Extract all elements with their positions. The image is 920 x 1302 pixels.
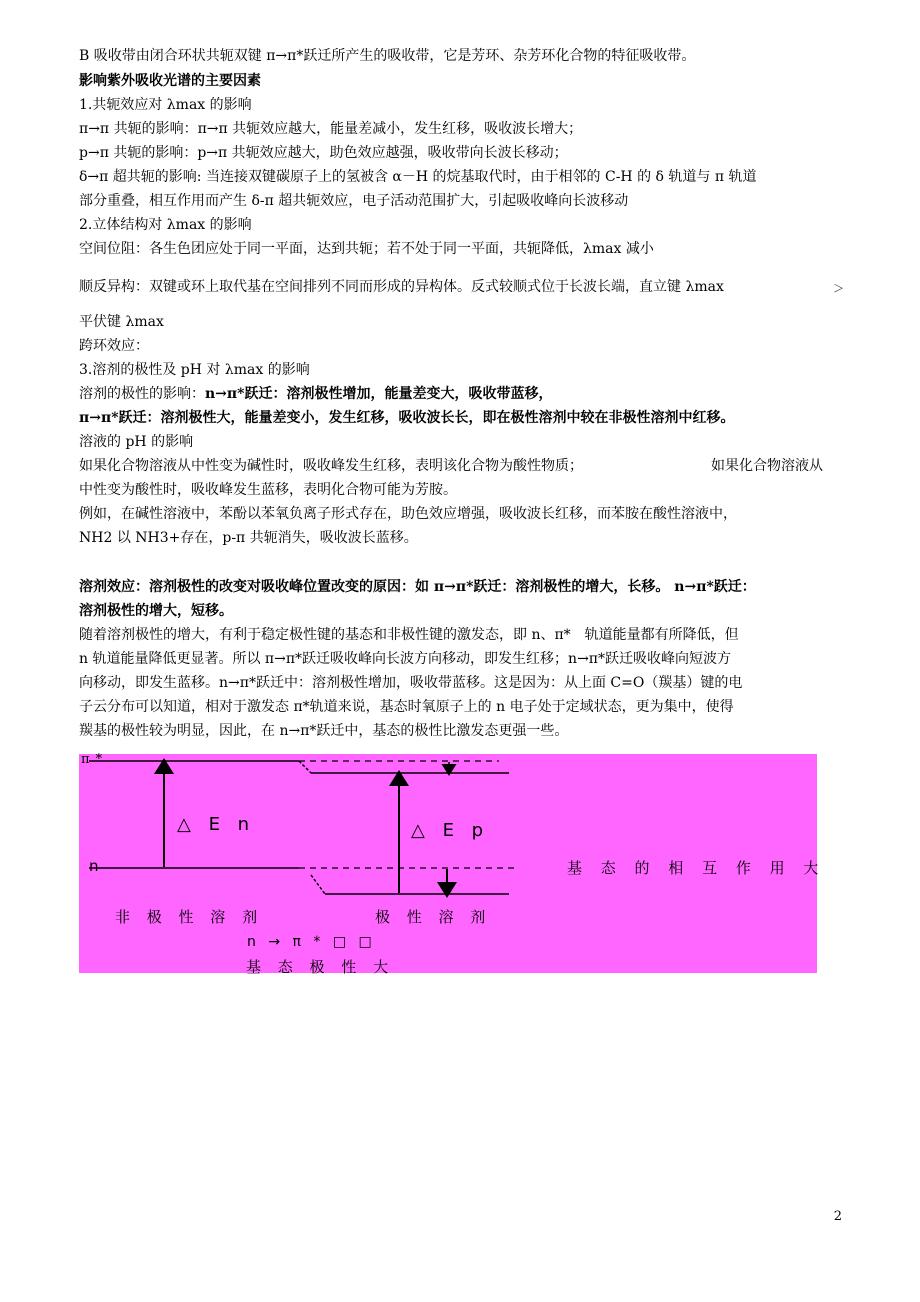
text-line: 如果化合物溶液从中性变为碱性时，吸收峰发生红移，表明该化合物为酸性物质； (79, 458, 583, 474)
text-span: 溶剂的极性的影响： (79, 386, 205, 402)
subsection-heading: 3.溶剂的极性及 pH 对 λmax 的影响 (79, 362, 310, 378)
delta-en-label: △ E n (177, 814, 256, 835)
text-line (79, 383, 552, 405)
text-line: 平伏键 λmax (79, 314, 164, 330)
text-line: δ→π 超共轭的影响: 当连接双键碳原子上的氢被含 α－H 的烷基取代时，由于相邻的 C-H 的 δ 轨道与 π 轨道 (79, 169, 757, 185)
section-heading: 影响紫外吸收光谱的主要因素 (79, 73, 261, 89)
bold-span: n→π*跃迁：溶剂极性增加，能量差变大，吸收带蓝移， (205, 386, 553, 402)
n-label: n (89, 857, 105, 875)
text-line: 空间位阻：各生色团应处于同一平面，达到共轭；若不处于同一平面，共轭降低，λmax 减小 (79, 241, 654, 257)
text-line-bold: 溶剂效应：溶剂极性的改变对吸收峰位置改变的原因：如 π→π*跃迁：溶剂极性的增大，长移。 n→π*跃迁： (79, 579, 756, 595)
text-line: 溶液的 pH 的影响 (79, 434, 194, 450)
text-line: n 轨道能量降低更显著。所以 π→π*跃迁吸收峰向长波方向移动，即发生红移；n→π*跃迁吸收峰向短波方 (79, 651, 731, 667)
text-line: 例如，在碱性溶液中，苯酚以苯氧负离子形式存在，助色效应增强，吸收波长红移，而苯胺在酸性溶液中， (79, 506, 737, 522)
text-line: π→π 共轭的影响：π→π 共轭效应越大，能量差减小，发生红移，吸收波长增大； (79, 121, 583, 137)
page-number: 2 (833, 1209, 842, 1224)
pi-star-level-shift (299, 761, 311, 773)
subsection-heading: 2.立体结构对 λmax 的影响 (79, 217, 252, 233)
text-line: 中性变为酸性时，吸收峰发生蓝移，表明化合物可能为芳胺。 (79, 482, 457, 498)
text-line: 羰基的极性较为明显，因此，在 n→π*跃迁中，基态的极性比激发态更强一些。 (79, 723, 569, 739)
text-line: NH2 以 NH3+存在，p-π 共轭消失，吸收波长蓝移。 (79, 530, 418, 546)
text-line: p→π 共轭的影响：p→π 共轭效应越大，助色效应越强，吸收带向长波长移动； (79, 145, 568, 161)
polar-solvent-label: 极 性 溶 剂 (375, 908, 492, 926)
text-line: 部分重叠，相互作用而产生 δ-π 超共轭效应，电子活动范围扩大，引起吸收峰向长波移动 (79, 193, 629, 209)
text-line-bold: π→π*跃迁：溶剂极性大，能量差变小，发生红移，吸收波长长，即在极性溶剂中较在非极性溶剂中红移。 (79, 410, 735, 426)
ground-state-label: 基 态 的 相 互 作 用 大 (567, 859, 826, 877)
transition-label: n → π * □ □ (247, 934, 376, 950)
text-line: 顺反异构：双键或环上取代基在空间排列不同而形成的异构体。反式较顺式位于长波长端，直立键 λmax (79, 279, 724, 295)
text-line: B 吸收带由闭合环状共轭双键 π→π*跃迁所产生的吸收带，它是芳环、杂芳环化合物的特征吸收带。 (79, 48, 696, 64)
text-line: 向移动，即发生蓝移。n→π*跃迁中：溶剂极性增加，吸收带蓝移。这是因为：从上面 C=O（羰基）键的电 (79, 675, 743, 691)
text-line: 跨环效应： (79, 338, 149, 354)
text-line: 子云分布可以知道，相对于激发态 π*轨道来说，基态时氧原子上的 n 电子处于定域状态，更为集中，使得 (79, 699, 734, 715)
ground-polar-label: 基 态 极 性 大 (246, 958, 395, 976)
greater-than-symbol: ＞ (833, 282, 844, 295)
n-level-shift (311, 875, 325, 894)
nonpolar-solvent-label: 非 极 性 溶 剂 (115, 908, 264, 926)
text-line: 随着溶剂极性的增大，有利于稳定极性键的基态和非极性键的激发态，即 n、π* 轨道能量都有所降低，但 (79, 627, 739, 643)
pi-star-label: π * (81, 752, 104, 767)
text-line-bold: 溶剂极性的增大，短移。 (79, 603, 233, 619)
energy-level-diagram (79, 752, 826, 976)
subsection-heading: 1.共轭效应对 λmax 的影响 (79, 97, 252, 113)
delta-ep-label: △ E p (411, 820, 490, 841)
text-line-right: 如果化合物溶液从 (711, 458, 823, 474)
